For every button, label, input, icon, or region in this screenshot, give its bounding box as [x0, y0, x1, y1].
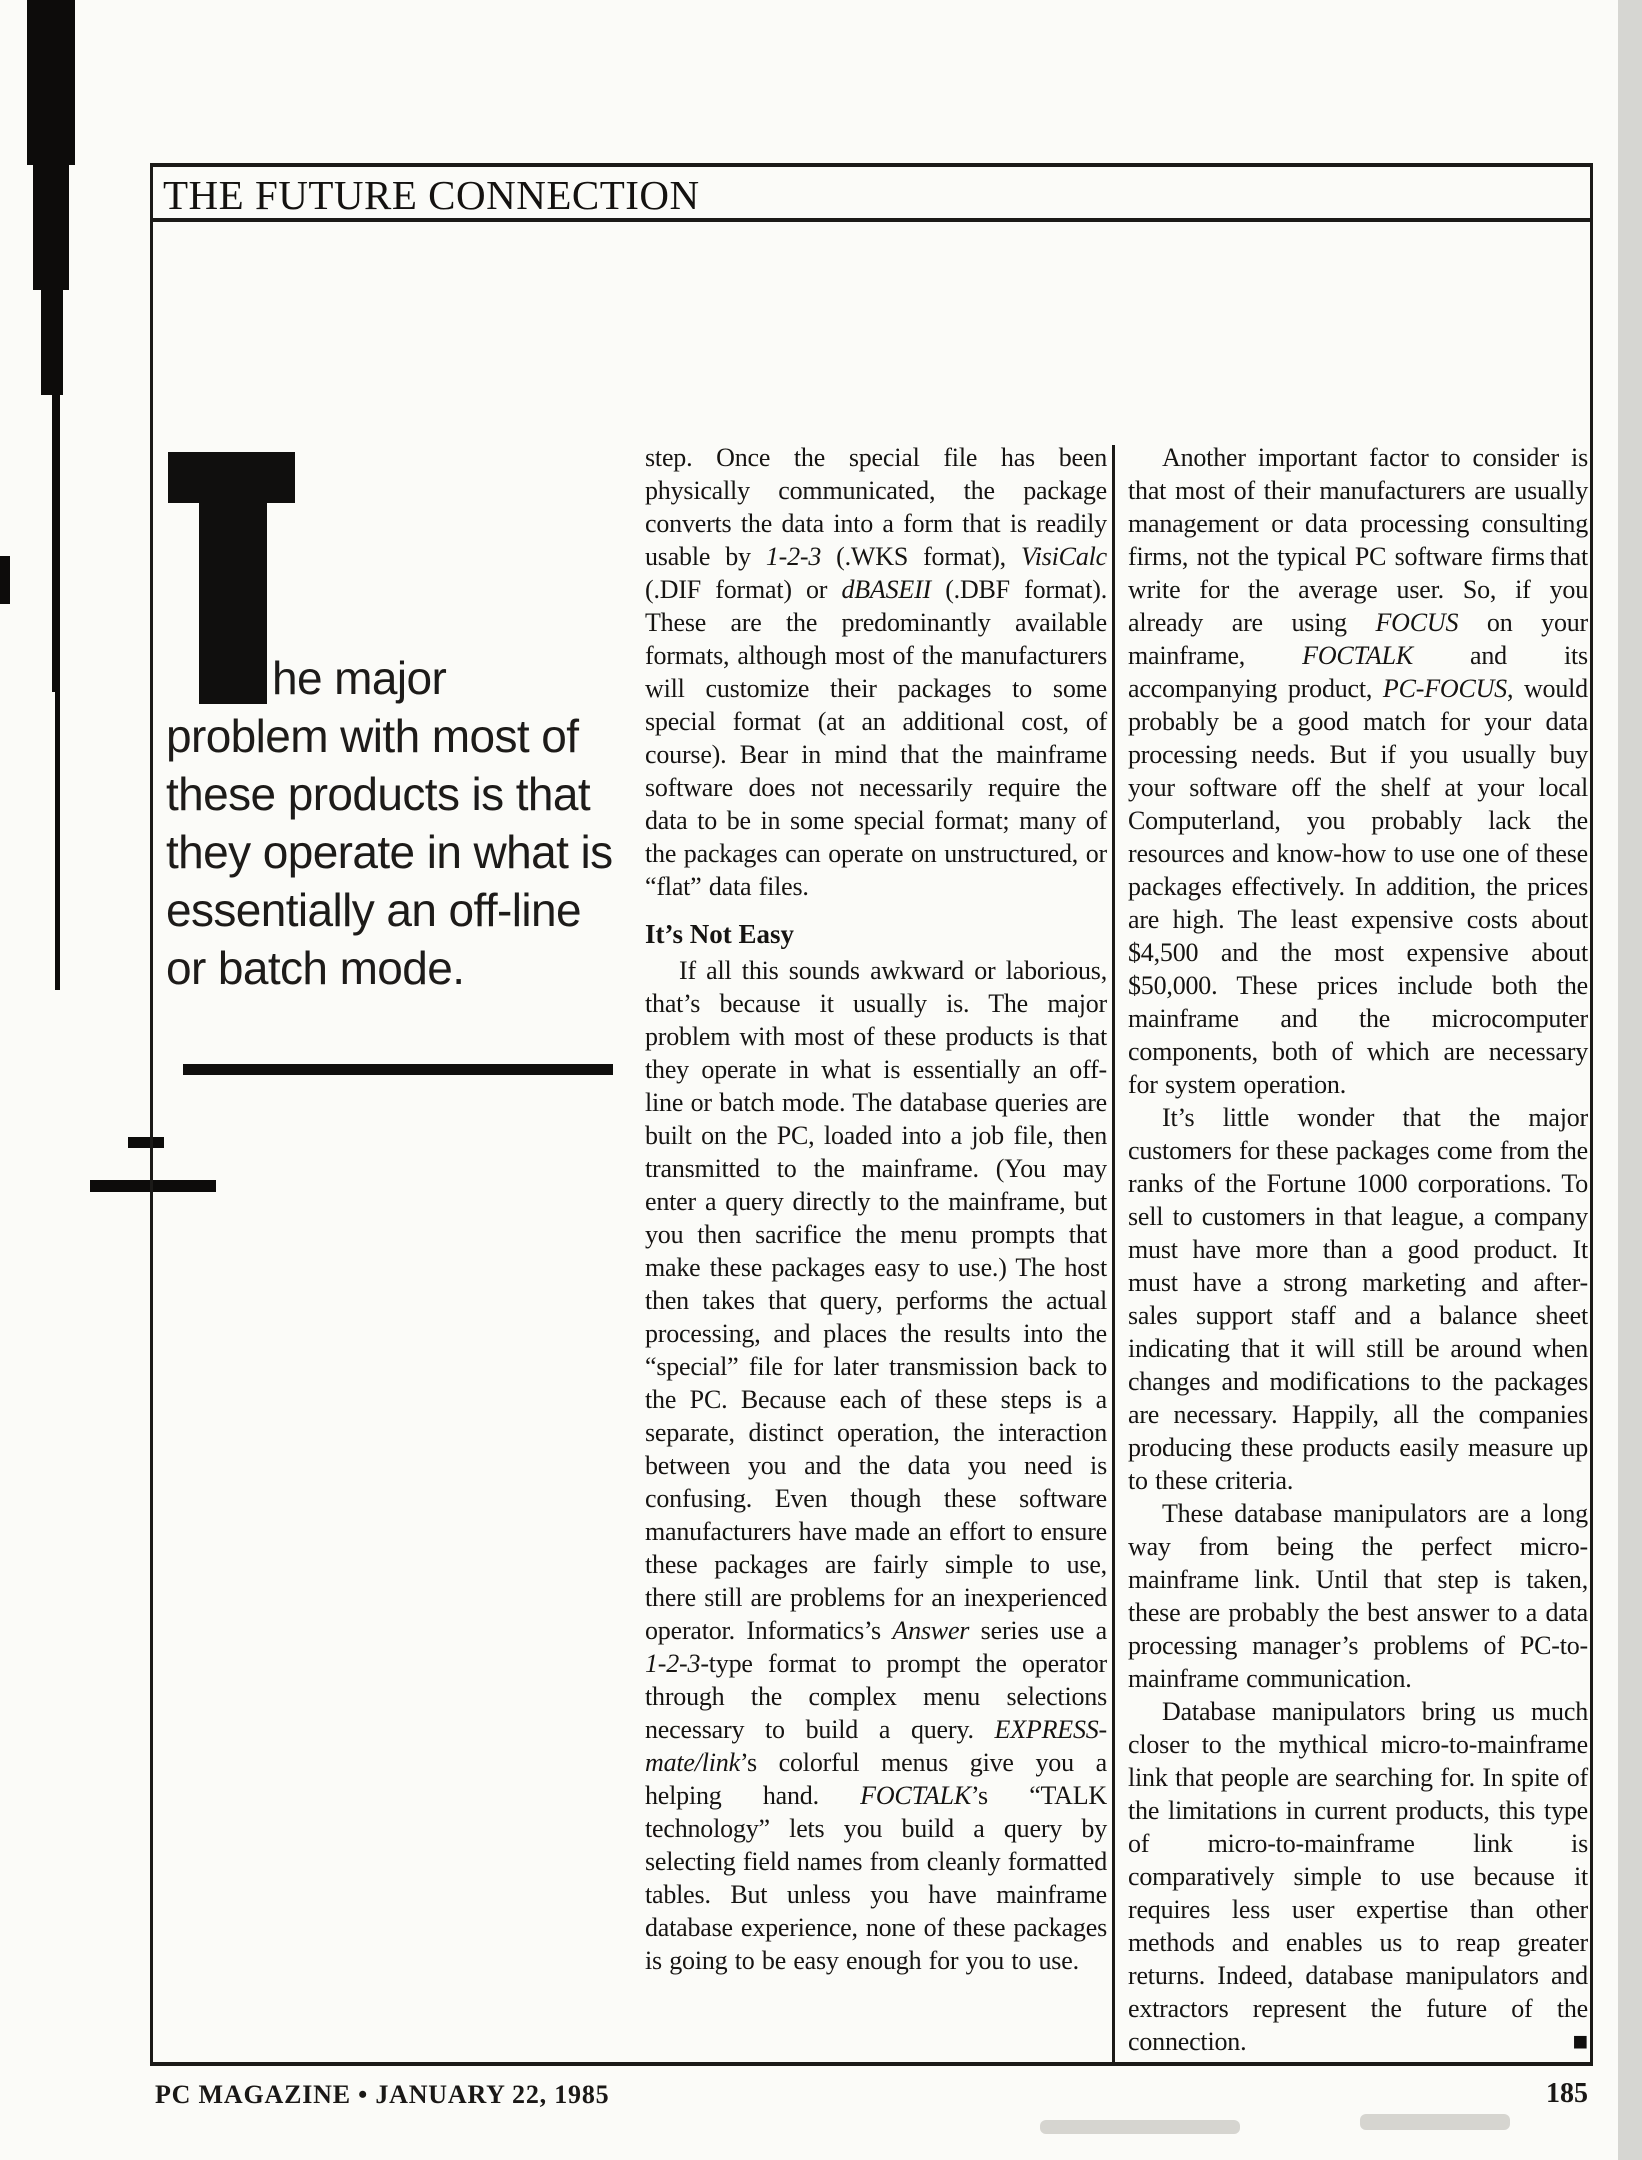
section-heading: It’s Not Easy — [645, 919, 795, 949]
product-name-italic: 1-2-3 — [645, 1649, 701, 1678]
article-column-middle — [645, 441, 1107, 1977]
body-text-run: -type format to prompt the operator through the complex menu selections necessary to build a query. — [645, 1649, 1107, 1744]
body-paragraph — [1128, 1695, 1588, 2058]
body-text-run: and its accompanying product, — [1128, 641, 1588, 703]
body-paragraph — [645, 954, 1107, 1977]
body-text-run: Database manipulators bring us much closer to the mythical micro-to-mainframe link that people are searching for. In spite of the limitations in current products, this type of micro-to-mainframe link is comparatively simple to use because it requires less user expertise than other methods and enables us to reap greater returns. Indeed, database manipulators and extractors represent the future of the connection. — [1128, 1697, 1588, 2056]
body-paragraph — [645, 441, 1107, 903]
body-text-run: (.WKS format), — [821, 542, 1021, 571]
body-paragraph — [1128, 1497, 1588, 1695]
product-name-italic: Answer — [892, 1616, 970, 1645]
header-top-rule — [150, 163, 1593, 167]
page-number: 185 — [1546, 2078, 1588, 2109]
column-divider-rule — [1112, 445, 1115, 2062]
product-name-italic: FOCUS — [1375, 608, 1459, 637]
right-border-rule — [1590, 163, 1593, 2066]
product-name-italic: FOCTALK — [1302, 641, 1413, 670]
product-name-italic: 1-2-3 — [765, 542, 822, 571]
scan-smudge-corner — [1360, 2114, 1510, 2130]
body-text-run: (.DBF format). These are the predominantly available formats, although most of the manufacturers will customize their packages to some special format (at an additional cost, of course). Bear in mind that the mainframe software does not necessarily require the data to be in some special format; many of the packages can operate on unstructured, or “flat” data files. — [645, 575, 1107, 901]
body-text-run: , would probably be a good match for your data processing needs. But if you usually buy your software off the shelf at your local Computerland, you probably lack the resources and know-how to use one of these packages effectively. In addition, the prices are high. The least expensive costs about $4,500 and the most expensive about $50,000. These prices include both the mainframe and the microcomputer components, both of which are necessary for system operation. — [1128, 674, 1588, 1099]
scan-artifact-nub — [0, 556, 10, 604]
scan-artifact-line-2 — [55, 690, 60, 990]
body-paragraph — [1128, 441, 1588, 1101]
product-name-italic: EXPRESS-mate/link — [645, 1715, 1107, 1777]
product-name-italic: VisiCalc — [1020, 542, 1107, 571]
pull-quote: he major problem with most of these products is that they operate in what is essentially an off-line or batch mode. — [166, 652, 613, 994]
body-text-run: These database manipulators are a long way from being the perfect micro-mainframe link. Until that step is taken, these are probably the best answer to a data processing manager’s problems of PC-to-mainframe communication. — [1128, 1499, 1588, 1693]
product-name-italic: FOCTALK — [860, 1781, 971, 1810]
body-text-run: ’s “TALK technology” lets you build a query by selecting field names from cleanly formatted tables. But unless you have mainframe database experience, none of these packages is going to be easy enough for you to use. — [645, 1781, 1107, 1975]
pull-quote-rule — [183, 1064, 613, 1075]
drop-cap-letter — [0, 0, 1, 1]
body-text-run: ’s colorful menus give you a helping hand. — [645, 1748, 1107, 1810]
body-text-run: If all this sounds awkward or laborious, that’s because it usually is. The major problem with most of these products is that they operate in what is essentially an off-line or batch mode. The database queries are built on the PC, loaded into a job file, then transmitted to the mainframe. (You may enter a query directly to the mainframe, but you then sacrifice the menu prompts that make these packages easy to use.) The host then takes that query, performs the actual processing, and places the results into the “special” file for later transmission back to the PC. Because each of these steps is a separate, distinct operation, the interaction between you and the data you need is confusing. Even though these software manufacturers have made an effort to ensure these packages are fairly simple to use, there still are problems for an inexperienced operator. Informatics’s — [645, 956, 1107, 1645]
bottom-border-rule — [150, 2062, 1593, 2066]
product-name-italic: PC-FOCUS — [1382, 674, 1507, 703]
article-column-right — [1128, 441, 1588, 2058]
body-text-run: on your mainframe, — [1128, 608, 1589, 670]
body-text-run: (.DIF format) or — [645, 575, 842, 604]
body-paragraph — [1128, 1101, 1588, 1497]
footer-magazine-date: PC MAGAZINE • JANUARY 22, 1985 — [155, 2080, 610, 2109]
scan-artifact-dash — [90, 1180, 216, 1192]
left-border-rule — [150, 163, 153, 2066]
page-edge-shadow — [1618, 0, 1642, 2160]
scan-artifact-tick — [128, 1137, 164, 1148]
page-title: THE FUTURE CONNECTION — [163, 172, 700, 218]
body-text-run: series use a — [969, 1616, 1108, 1645]
scan-smudge-bottom-right — [1040, 2120, 1240, 2134]
scan-artifact-bar-2 — [33, 160, 69, 290]
product-name-italic: dBASEII — [841, 575, 932, 604]
body-text-run: Another important factor to consider is that most of their manufacturers are usually management or data processing consulting firms, not the typical PC software firms that write for the average user. So, if you already are using — [1128, 443, 1588, 637]
scan-artifact-top-bar — [27, 0, 75, 165]
scan-artifact-line-1 — [52, 392, 60, 692]
scan-artifact-bar-3 — [41, 285, 63, 395]
body-text-run: step. Once the special file has been physically communicated, the package converts the data into a form that is readily usable by — [645, 443, 1107, 571]
article-end-mark: ■ — [1572, 2027, 1588, 2056]
body-text-run: It’s little wonder that the major customers for these packages come from the ranks of the Fortune 1000 corporations. To sell to customers in that league, a company must have more than a good product. It must have a strong marketing and after-sales support staff and a balance sheet indicating that it will still be around when changes and modifications to the packages are necessary. Happily, all the companies producing these products easily measure up to these criteria. — [1128, 1103, 1588, 1495]
